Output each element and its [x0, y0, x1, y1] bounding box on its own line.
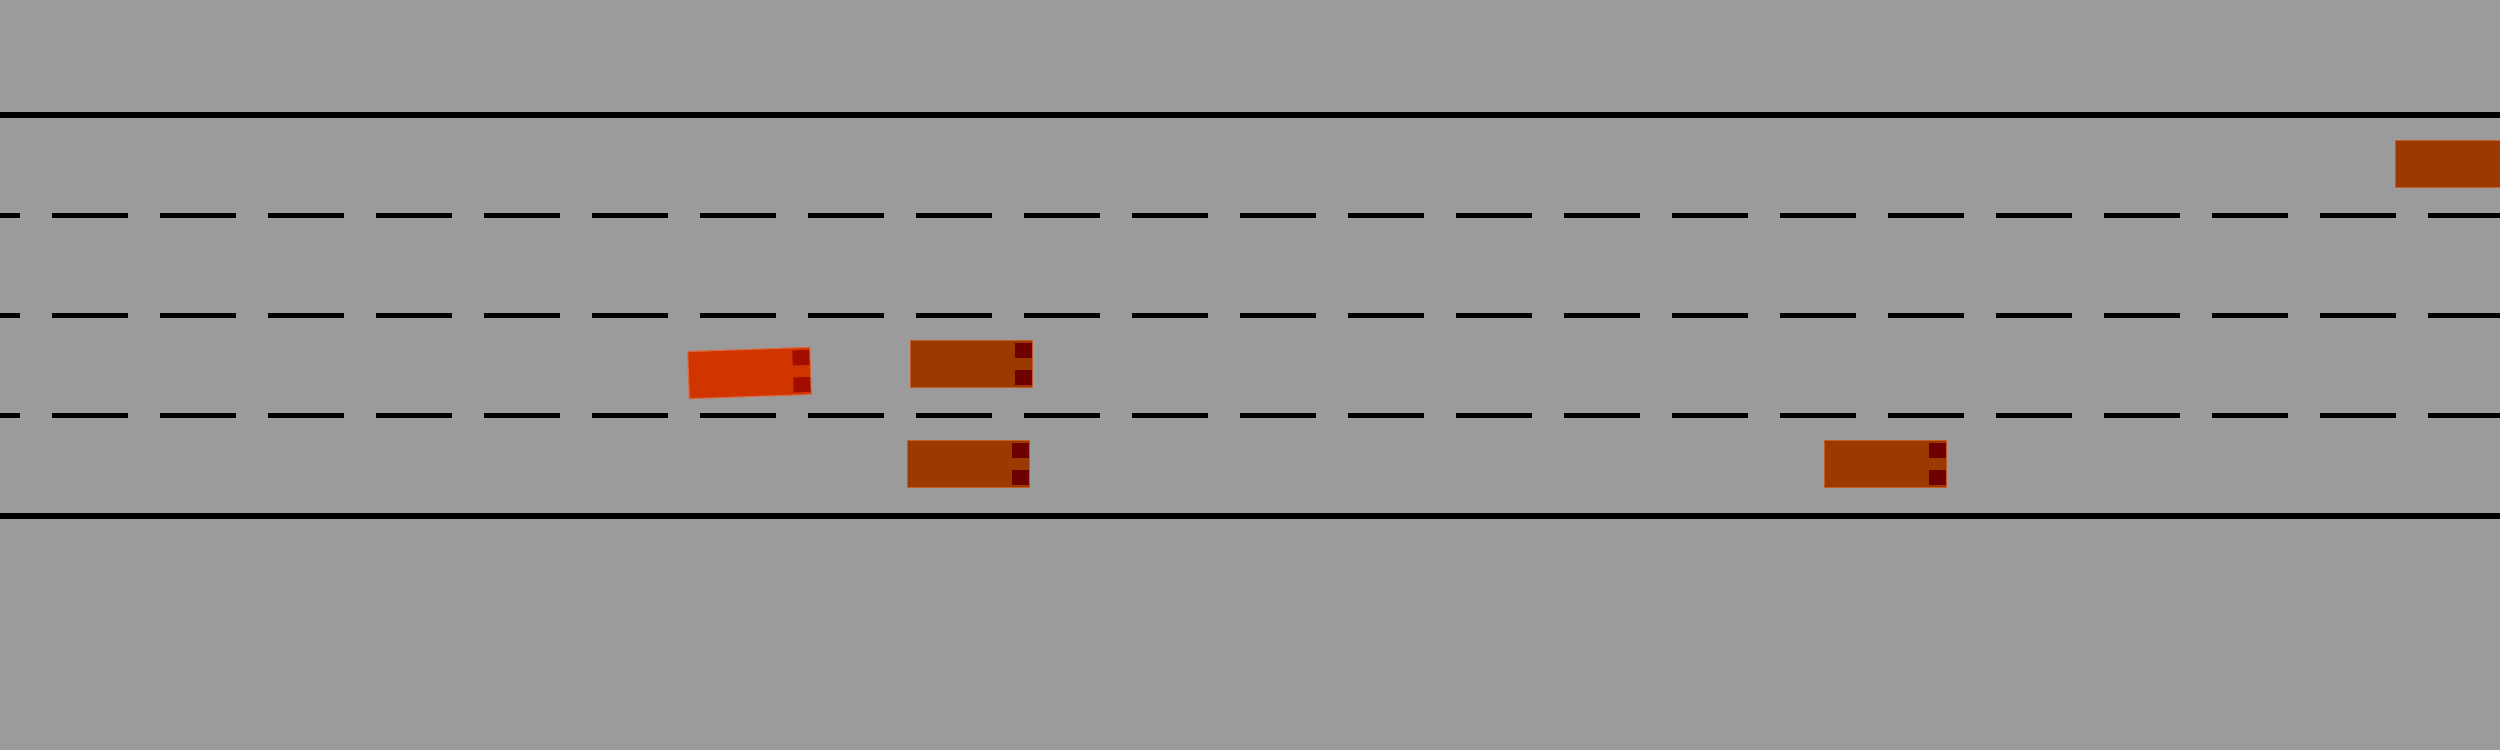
ego-car-headlight-right	[793, 377, 811, 393]
ego-car-headlight-left	[792, 350, 810, 366]
ego-car	[687, 347, 812, 399]
vehicle-lane4-near	[907, 440, 1030, 488]
road-edge-bottom	[0, 513, 2500, 519]
vehicle-headlight	[1929, 470, 1946, 485]
vehicle-lane4-far	[1824, 440, 1947, 488]
road-edge-top	[0, 112, 2500, 118]
vehicle-headlight	[1015, 343, 1032, 358]
vehicle-headlight	[1012, 443, 1029, 458]
vehicle-headlight	[1015, 370, 1032, 385]
lane-divider-1	[0, 213, 2500, 218]
vehicle-lane1-far-right	[2395, 140, 2500, 188]
vehicle-lane3-ahead	[910, 340, 1033, 388]
lane-divider-2	[0, 313, 2500, 318]
vehicle-headlight	[1929, 443, 1946, 458]
lane-divider-3	[0, 413, 2500, 418]
vehicle-headlight	[1012, 470, 1029, 485]
